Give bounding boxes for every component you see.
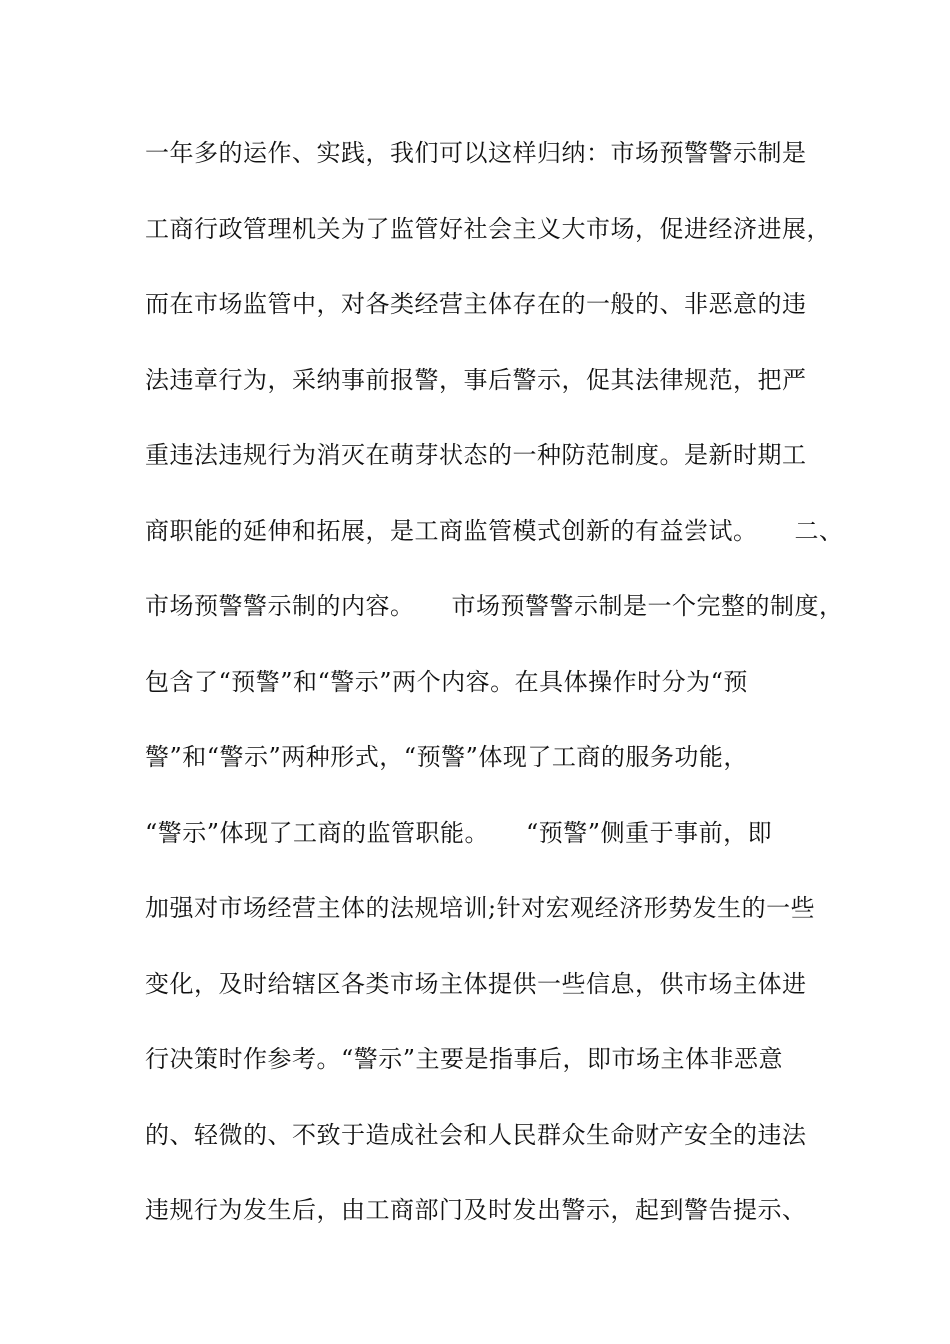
text-line: 包含了“预警”和“警示”两个内容。在具体操作时分为“预 bbox=[145, 667, 748, 696]
text-line: 工商行政管理机关为了监管好社会主义大市场，促进经济进展， bbox=[145, 214, 831, 243]
text-line: “警示”体现了工商的监管职能。 “预警”侧重于事前，即 bbox=[145, 818, 773, 847]
text-line: 变化，及时给辖区各类市场主体提供一些信息，供市场主体进 bbox=[145, 969, 807, 998]
text-line: 商职能的延伸和拓展，是工商监管模式创新的有益尝试。 二、 bbox=[145, 516, 844, 545]
text-line: 法违章行为，采纳事前报警，事后警示，促其法律规范，把严 bbox=[145, 365, 807, 394]
body-text bbox=[145, 130, 844, 1263]
text-line: 加强对市场经营主体的法规培训;针对宏观经济形势发生的一些 bbox=[145, 894, 816, 922]
text-line: 一年多的运作、实践，我们可以这样归纳：市场预警警示制是 bbox=[145, 139, 807, 167]
text-line: 的、轻微的、不致于造成社会和人民群众生命财产安全的违法 bbox=[145, 1120, 807, 1149]
text-line: 而在市场监管中，对各类经营主体存在的一般的、非恶意的违 bbox=[145, 290, 807, 318]
text-line: 警”和“警示”两种形式，“预警”体现了工商的服务功能， bbox=[145, 743, 748, 771]
text-line: 行决策时作参考。“警示”主要是指事后，即市场主体非恶意 bbox=[145, 1045, 784, 1073]
text-line: 违规行为发生后，由工商部门及时发出警示，起到警告提示、 bbox=[145, 1196, 807, 1224]
text-line: 市场预警警示制的内容。 市场预警警示制是一个完整的制度， bbox=[145, 592, 844, 620]
text-line: 重违法违规行为消灭在萌芽状态的一种防范制度。是新时期工 bbox=[145, 441, 807, 469]
